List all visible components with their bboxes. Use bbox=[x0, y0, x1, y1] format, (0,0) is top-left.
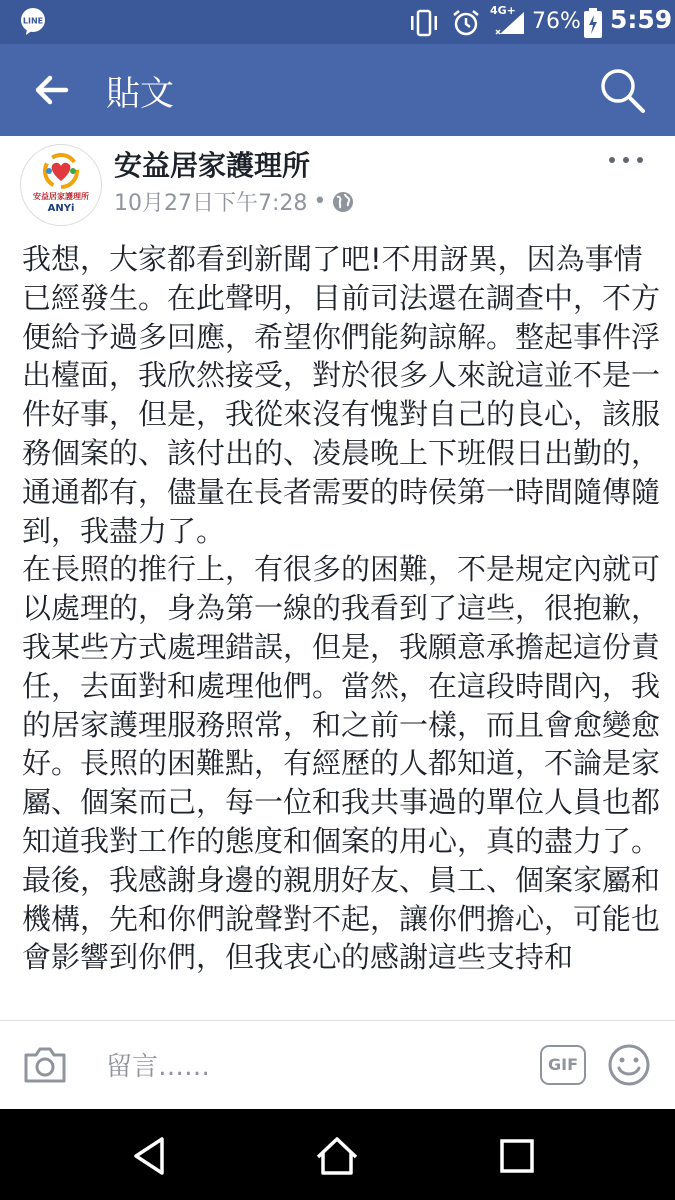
post-meta bbox=[114, 186, 354, 217]
more-options-icon[interactable] bbox=[606, 150, 646, 170]
search-icon[interactable] bbox=[596, 64, 648, 116]
emoji-icon[interactable] bbox=[607, 1043, 651, 1087]
post-author[interactable]: 安益居家護理所 bbox=[114, 149, 311, 182]
post-paragraph: 在長照的推行上，有很多的困難，不是規定內就可以處理的，身為第一線的我看到了這些，很抱歉，我某些方式處理錯誤，但是，我願意承擔起這份責任，去面對和處理他們。當然，在這段時間內，我的居家護理服務照常，和之前一樣，而且會愈變愈好。長照的困難點，有經歷的人都知道，不論是家屬、個案而己，每一位和我共事過的單位人員也都知道我對工作的態度和個案的用心，真的盡力了。 bbox=[22, 552, 661, 858]
post-timestamp[interactable]: 10月27日下午7:28 bbox=[114, 191, 308, 216]
post-body bbox=[22, 240, 662, 1020]
back-arrow-icon[interactable] bbox=[30, 70, 72, 110]
gif-button[interactable]: GIF bbox=[540, 1045, 586, 1085]
network-type: 4G+ bbox=[490, 4, 516, 17]
comment-input[interactable] bbox=[104, 1047, 508, 1087]
alarm-icon bbox=[452, 9, 480, 37]
meta-separator: • bbox=[313, 189, 327, 214]
battery-percent: 76% bbox=[532, 9, 581, 34]
nav-home-icon[interactable] bbox=[314, 1133, 360, 1179]
svg-text:LINE: LINE bbox=[22, 16, 44, 26]
comment-bar bbox=[0, 1021, 675, 1109]
navigation-bar bbox=[0, 1109, 675, 1200]
battery-charging-icon bbox=[584, 8, 602, 38]
app-header bbox=[0, 44, 675, 136]
nav-back-icon[interactable] bbox=[128, 1133, 174, 1179]
avatar-brand: ANYi bbox=[47, 203, 75, 214]
globe-icon bbox=[332, 191, 354, 213]
post-paragraph: 最後，我感謝身邊的親朋好友、員工、個案家屬和機構，先和你們說聲對不起，讓你們擔心，可能也會影響到你們，但我衷心的感謝這些支持和 bbox=[22, 862, 661, 975]
page-title: 貼文 bbox=[106, 74, 174, 114]
vibrate-icon bbox=[408, 9, 440, 37]
post-paragraph: 我想，大家都看到新聞了吧!不用訝異，因為事情已經發生。在此聲明，目前司法還在調查中，不方便給予過多回應，希望你們能夠諒解。整起事件浮出檯面，我欣然接受，對於很多人來說這並不是一件好事，但是，我從來沒有愧對自己的良心，該服務個案的、該付出的、凌晨晚上下班假日出勤的，通通都有，儘量在長者需要的時侯第一時間隨傳隨到，我盡力了。 bbox=[22, 242, 661, 548]
page-avatar[interactable] bbox=[20, 144, 102, 226]
camera-icon[interactable] bbox=[22, 1045, 68, 1085]
nav-recents-icon[interactable] bbox=[494, 1133, 540, 1179]
avatar-caption: 安益居家護理所 bbox=[33, 192, 89, 201]
signal-icon bbox=[494, 10, 526, 36]
status-bar bbox=[0, 0, 675, 44]
line-app-icon bbox=[18, 7, 48, 37]
clock: 5:59 bbox=[610, 5, 673, 34]
